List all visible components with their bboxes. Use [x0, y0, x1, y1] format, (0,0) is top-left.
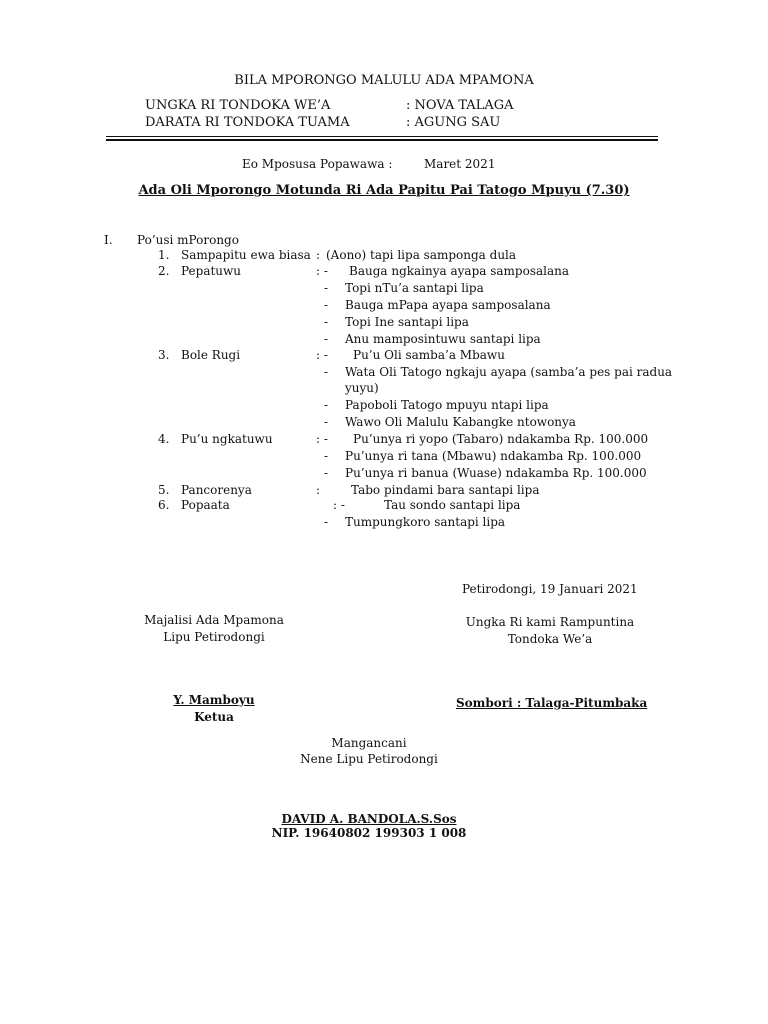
approval-line-2: Nene Lipu Petirodongi	[300, 752, 438, 766]
sub-item-continuation: yuyu)	[345, 381, 379, 395]
item-number: 4.	[158, 432, 170, 446]
item-separator: : -	[316, 264, 328, 278]
bullet-dash: -	[324, 449, 329, 463]
sub-item-text: Pu’unya ri banua (Wuase) ndakamba Rp. 100.000	[345, 466, 647, 480]
sub-item-text: Topi Ine santapi lipa	[345, 315, 469, 329]
place-date: Petirodongi, 19 Januari 2021	[462, 582, 638, 596]
item-text: Pu’u Oli samba’a Mbawu	[353, 348, 505, 362]
header-label-origin: DARATA RI TONDOKA TUAMA	[145, 115, 350, 130]
sub-item-text: Wata Oli Tatogo ngkaju ayapa (samba’a pes pai radua	[345, 365, 673, 379]
item-text: Bauga ngkainya ayapa samposalana	[349, 264, 570, 278]
item-label: Pepatuwu	[181, 264, 242, 278]
left-signatory-role: Ketua	[194, 710, 234, 724]
header-label-village: UNGKA RI TONDOKA WE’A	[145, 98, 331, 113]
bullet-dash: -	[324, 415, 329, 429]
item-label: Pu’u ngkatuwu	[181, 432, 273, 446]
header-rule-thin	[106, 136, 658, 137]
item-text: Tabo pindami bara santapi lipa	[351, 483, 540, 497]
item-separator: : -	[316, 348, 328, 362]
item-label: Pancorenya	[181, 483, 252, 497]
right-org-line-2: Tondoka We’a	[507, 632, 593, 646]
sub-item-text: Pu’unya ri tana (Mbawu) ndakamba Rp. 100.000	[345, 449, 642, 463]
left-org-line-2: Lipu Petirodongi	[163, 630, 265, 644]
item-label: Sampapitu ewa biasa	[181, 248, 311, 262]
date-value: Maret 2021	[424, 157, 496, 171]
sub-item-text: Bauga mPapa ayapa samposalana	[345, 298, 551, 312]
left-org-line-1: Majalisi Ada Mpamona	[144, 613, 284, 627]
item-text: Tau sondo santapi lipa	[384, 498, 521, 512]
sub-item-text: Topi nTu’a santapi lipa	[345, 281, 484, 295]
sub-item-text: Wawo Oli Malulu Kabangke ntowonya	[345, 415, 576, 429]
sub-item-text: Anu mamposintuwu santapi lipa	[345, 332, 541, 346]
bullet-dash: -	[324, 466, 329, 480]
item-number: 1.	[158, 248, 170, 262]
bullet-dash: -	[324, 315, 329, 329]
date-label: Eo Mposusa Popawawa :	[242, 157, 393, 171]
right-signatory-name: Sombori : Talaga-Pitumbaka	[456, 696, 648, 710]
item-label: Popaata	[181, 498, 230, 512]
item-label: Bole Rugi	[181, 348, 241, 362]
bullet-dash: -	[324, 398, 329, 412]
section-numeral: I.	[104, 233, 113, 247]
bullet-dash: -	[324, 281, 329, 295]
item-number: 5.	[158, 483, 170, 497]
bullet-dash: -	[324, 332, 329, 346]
bullet-dash: -	[324, 515, 329, 529]
bullet-dash: -	[324, 298, 329, 312]
left-signatory-name: Y. Mamboyu	[173, 693, 255, 707]
header-rule-thick	[106, 139, 658, 141]
official-nip: NIP. 19640802 199303 1 008	[271, 826, 467, 840]
section-title: Po’usi mPorongo	[137, 233, 239, 247]
sub-item-text: Tumpungkoro santapi lipa	[345, 515, 506, 529]
right-org-line-1: Ungka Ri kami Rampuntina	[465, 615, 635, 629]
sub-item-text: Papoboli Tatogo mpuyu ntapi lipa	[345, 398, 549, 412]
document-title: BILA MPORONGO MALULU ADA MPAMONA	[234, 73, 534, 88]
item-number: 2.	[158, 264, 170, 278]
item-number: 6.	[158, 498, 170, 512]
item-text: (Aono) tapi lipa samponga dula	[326, 248, 517, 262]
header-value-origin: : AGUNG SAU	[406, 115, 501, 130]
item-separator: :	[316, 483, 321, 497]
meeting-subtitle: Ada Oli Mporongo Motunda Ri Ada Papitu Pai Tatogo Mpuyu (7.30)	[138, 183, 630, 198]
item-number: 3.	[158, 348, 170, 362]
bullet-dash: -	[324, 365, 329, 379]
item-separator: : -	[333, 498, 345, 512]
item-separator: :	[316, 248, 321, 262]
official-name: DAVID A. BANDOLA.S.Sos	[281, 812, 457, 826]
header-value-village: : NOVA TALAGA	[406, 98, 514, 113]
approval-line-1: Mangancani	[331, 736, 407, 750]
item-text: Pu’unya ri yopo (Tabaro) ndakamba Rp. 100.000	[353, 432, 649, 446]
item-separator: : -	[316, 432, 328, 446]
